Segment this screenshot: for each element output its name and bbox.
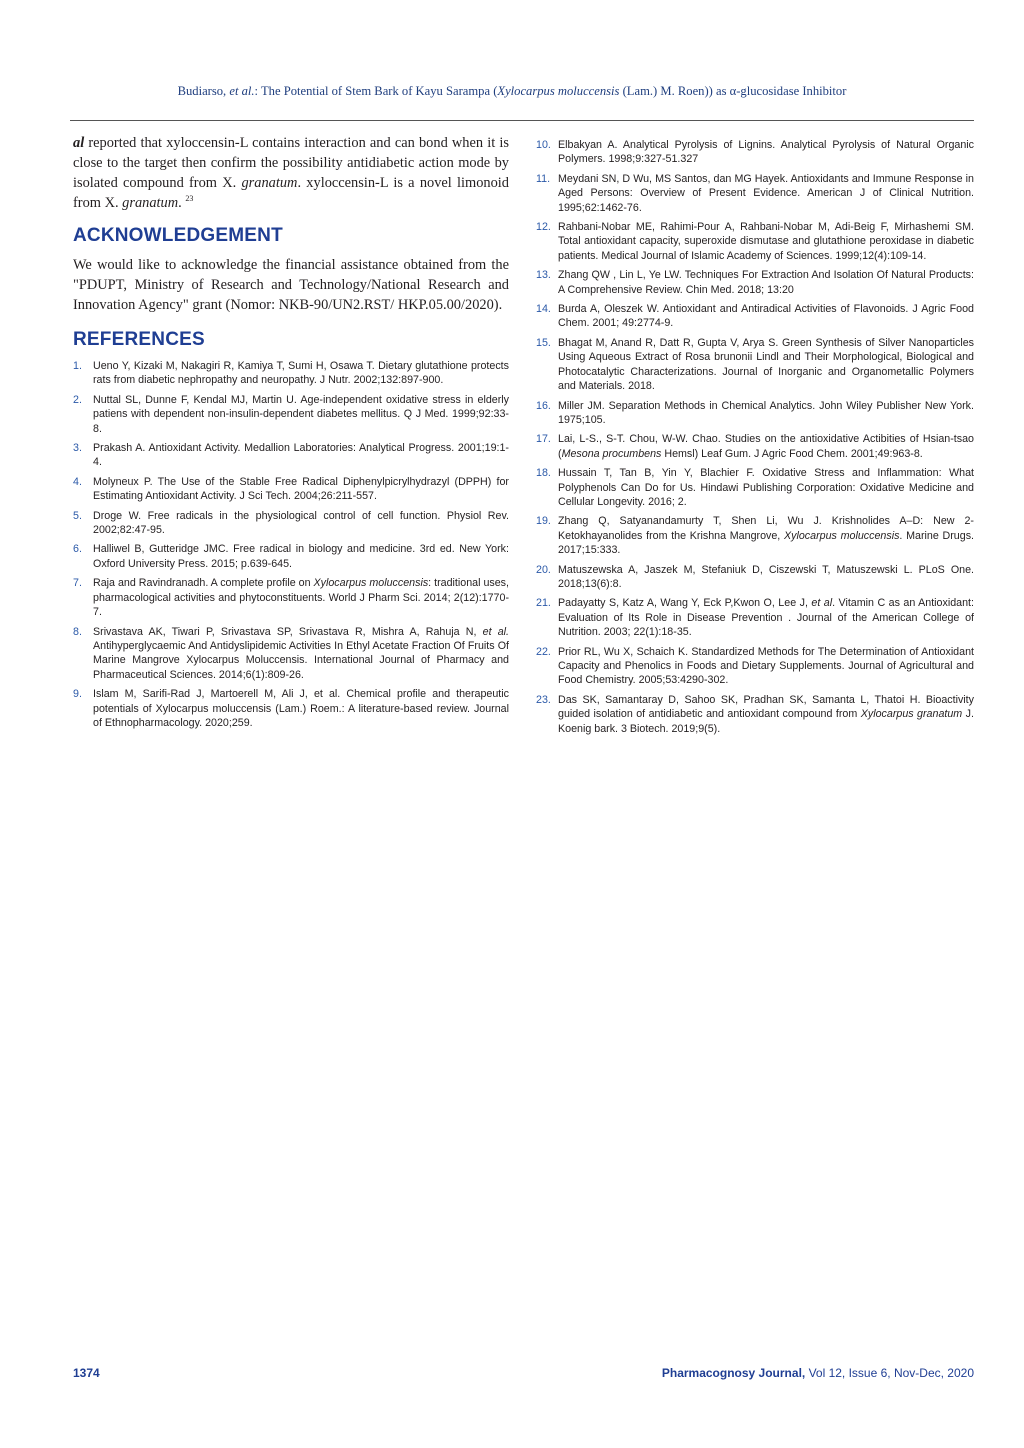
reference-item — [73, 475, 509, 504]
reference-number: 16. — [536, 399, 551, 412]
intro-italic-1: granatum — [241, 175, 298, 191]
left-column — [73, 133, 509, 735]
reference-text: Rahbani-Nobar ME, Rahimi-Pour A, Rahbani-Nobar M, Adi-Beig F, Mirhashemi SM. Total antioxidant capacity, superoxide dismutase and glutathione peroxidase in diabetic patients. Medical Journal of Islamic Academy of Sciences. 1999;12(4):109-14. — [558, 221, 974, 262]
reference-text: Hussain T, Tan B, Yin Y, Blachier F. Oxidative Stress and Inflammation: What Polyphenols Can Do for Us. Hindawi Publishing Corporation: Oxidative Medicine and Cellular Longevity. 2016; 2. — [558, 467, 974, 508]
reference-item — [538, 432, 974, 461]
reference-item — [73, 509, 509, 538]
journal-name: Pharmacognosy Journal, — [661, 1366, 806, 1380]
reference-italic: Xylocarpus moluccensis — [313, 577, 429, 590]
right-column — [538, 138, 974, 741]
reference-number: 14. — [536, 303, 551, 316]
reference-item — [538, 399, 974, 428]
reference-number: 8. — [73, 625, 82, 638]
reference-item — [538, 514, 974, 557]
intro-lead: al — [73, 135, 85, 151]
reference-item — [538, 268, 974, 297]
reference-text: Droge W. Free radicals in the physiological control of cell function. Physiol Rev. 2002;82:47-95. — [93, 509, 509, 537]
reference-item — [538, 336, 974, 394]
reference-text-tail: . Marine Drugs. 2017;15:333. — [558, 529, 975, 557]
reference-item — [73, 576, 509, 619]
reference-list-left — [73, 359, 509, 730]
reference-text: Miller JM. Separation Methods in Chemical Analytics. John Wiley Publisher New York. 1975;105. — [558, 399, 974, 426]
reference-italic: Xylocarpus granatum — [860, 708, 963, 721]
reference-text: Zhang QW , Lin L, Ye LW. Techniques For Extraction And Isolation Of Natural Products: A Comprehensive Review. Chin Med. 2018; 13:20 — [558, 269, 974, 296]
reference-italic: Mesona procumbens — [561, 447, 662, 460]
reference-text: Raja and Ravindranadh. A complete profile on — [93, 577, 314, 590]
reference-number: 12. — [536, 221, 551, 234]
reference-item — [73, 441, 509, 470]
header-authors: Budiarso, — [177, 84, 230, 98]
intro-text-1: reported that xyloccensin-L contains interaction and can bond when it is close to the target then confirm the possibility antidiabetic action mode by isolated compound from X. — [73, 135, 509, 191]
reference-text-tail: Hemsl) Leaf Gum. J Agric Food Chem. 2001;49:963-8. — [661, 447, 923, 460]
reference-text: Islam M, Sarifi-Rad J, Martoerell M, Ali J, et al. Chemical profile and therapeutic potentials of Xylocarpus moluccensis (Lam.) Roem.: A literature-based review. Journal of Ethnopharmacology. 2020;259. — [93, 688, 509, 729]
reference-number: 19. — [536, 515, 551, 528]
reference-number: 10. — [536, 139, 551, 151]
reference-text: Lai, L-S., S-T. Chou, W-W. Chao. Studies on the antioxidative Actibities of Hsian-tsao ( — [558, 433, 974, 460]
reference-number: 20. — [536, 563, 551, 576]
reference-text: Prakash A. Antioxidant Activity. Medallion Laboratories: Analytical Progress. 2001;19:1-4. — [93, 442, 509, 469]
reference-item — [538, 172, 974, 215]
reference-number: 18. — [536, 467, 551, 480]
reference-item — [538, 138, 974, 167]
reference-text: Bhagat M, Anand R, Datt R, Gupta V, Arya S. Green Synthesis of Silver Nanoparticles Using Aqueous Extract of Rosa brunonii Lindl and Their Morphological, Biological and Photocatalytic Characterizations. Journal of Inorganic and Organometallic Polymers and Materials. 2018. — [558, 336, 974, 393]
reference-item — [538, 596, 974, 639]
intro-paragraph — [73, 133, 509, 213]
reference-item — [73, 542, 509, 571]
reference-number: 1. — [73, 360, 82, 372]
reference-text: Ueno Y, Kizaki M, Nakagiri R, Kamiya T, Sumi H, Osawa T. Dietary glutathione protects rats from diabetic nephropathy and neuropathy. J Nutr. 2002;132:897-900. — [93, 360, 509, 387]
reference-text-tail: Antihyperglycaemic And Antidyslipidemic Activities In Ethyl Acetate Fraction Of Fruits Of Marine Mangrove Xylocarpus Moluccensis. International Journal of Pharmacy and Pharmaceutical Sciences. 2014;6(1):809-26. — [93, 639, 509, 681]
intro-text-2: . xyloccensin-L is a novel limonoid from X. — [73, 175, 510, 211]
reference-text: Das SK, Samantaray D, Sahoo SK, Pradhan SK, Samanta L, Thatoi H. Bioactivity guided isolation of antidiabetic and antioxidant compound from — [558, 693, 974, 721]
reference-text-tail: : traditional uses, pharmacological activities and phytoconstituents. World J Pharm Sci. 2014; 2(12):1770-7. — [93, 577, 509, 619]
reference-number: 23. — [536, 693, 551, 706]
reference-number: 7. — [73, 577, 82, 590]
header-divider — [70, 120, 974, 121]
reference-number: 6. — [73, 543, 82, 556]
reference-text: Srivastava AK, Tiwari P, Srivastava SP, Srivastava R, Mishra A, Rahuja N, — [93, 625, 483, 638]
reference-item — [73, 393, 509, 436]
header-title-post: (Lam.) M. Roen)) as α-glucosidase Inhibitor — [619, 84, 847, 98]
reference-italic: et al — [811, 597, 833, 610]
reference-text: Prior RL, Wu X, Schaich K. Standardized Methods for The Determination of Antioxidant Capacity and Phenolics in Foods and Dietary Supplements. Journal of Agricultural and Food Chemistry. 2005;53:4290-302. — [558, 645, 974, 687]
reference-number: 9. — [73, 688, 82, 701]
reference-text: Burda A, Oleszek W. Antioxidant and Antiradical Activities of Flavonoids. J Agric Food Chem. 2001; 49:2774-9. — [558, 303, 974, 330]
reference-number: 13. — [536, 269, 551, 282]
reference-italic: et al. — [482, 625, 509, 638]
reference-text: Nuttal SL, Dunne F, Kendal MJ, Martin U. Age-independent oxidative stress in elderly patiens with dependent non-insulin-dependent diabetes mellitus. Q J Med. 1999;92:33-8. — [93, 393, 509, 435]
reference-item — [538, 693, 974, 736]
acknowledgement-heading: ACKNOWLEDGEMENT — [73, 225, 283, 246]
running-header — [0, 84, 1024, 99]
reference-italic: Xylocarpus moluccensis — [784, 529, 900, 542]
reference-number: 4. — [73, 475, 82, 488]
reference-text: Padayatty S, Katz A, Wang Y, Eck P,Kwon O, Lee J, — [558, 597, 812, 610]
reference-text: Meydani SN, D Wu, MS Santos, dan MG Hayek. Antioxidants and Immune Response in Aged Persons: Overview of Present Evidence. American J of Clinical Nutrition. 1995;62:1462-76. — [558, 172, 974, 214]
reference-list-right — [538, 138, 974, 736]
reference-text: Halliwel B, Gutteridge JMC. Free radical in biology and medicine. 3rd ed. New York: Oxford University Press. 2015; p.639-645. — [93, 543, 509, 570]
reference-item — [538, 466, 974, 509]
reference-number: 15. — [536, 336, 551, 349]
reference-item — [538, 563, 974, 592]
intro-italic-2: granatum — [122, 195, 179, 211]
references-heading: REFERENCES — [73, 329, 205, 350]
reference-item — [538, 645, 974, 688]
reference-number: 22. — [536, 645, 551, 658]
reference-number: 5. — [73, 509, 82, 522]
reference-text-tail: J. Koenig bark. 3 Biotech. 2019;9(5). — [558, 708, 974, 735]
header-title-pre: : The Potential of Stem Bark of Kayu Sarampa ( — [254, 84, 498, 98]
reference-text: Elbakyan A. Analytical Pyrolysis of Lignins. Analytical Pyrolysis of Natural Organic Polymers. 1998;9:327-51.327 — [558, 139, 974, 166]
acknowledgement-text: We would like to acknowledge the financial assistance obtained from the "PDUPT, Ministry of Research and Technology/National Research and Innovation Agency" grant (Nomor: NKB-90/UN2.RST/ HKP.05.00/2020). — [73, 257, 509, 313]
reference-item — [538, 220, 974, 263]
reference-item — [538, 302, 974, 331]
reference-text: Matuszewska A, Jaszek M, Stefaniuk D, Ciszewski T, Matuszewski L. PLoS One. 2018;13(6):8. — [558, 563, 974, 590]
intro-citation: 23 — [185, 194, 194, 204]
footer-journal — [662, 1366, 974, 1380]
header-etal: et al. — [229, 84, 255, 98]
reference-item — [73, 687, 509, 730]
header-title-species: Xylocarpus moluccensis — [497, 84, 620, 98]
reference-item — [73, 359, 509, 388]
reference-number: 11. — [536, 172, 551, 185]
reference-item — [73, 625, 509, 683]
reference-number: 17. — [536, 433, 551, 446]
reference-text: Zhang Q, Satyanandamurty T, Shen Li, Wu J. Krishnolides A–D: New 2-Ketokhayanolides from the Krishna Mangrove, — [558, 515, 974, 542]
reference-number: 3. — [73, 442, 82, 455]
reference-text-tail: . Vitamin C as an Antioxidant: Evaluation of Its Role in Disease Prevention . Journal of the American College of Nutrition. 2003; 22(1):18-35. — [558, 597, 974, 639]
journal-issue: Vol 12, Issue 6, Nov-Dec, 2020 — [805, 1366, 974, 1380]
reference-number: 2. — [73, 393, 82, 406]
intro-text-3: . — [178, 195, 182, 211]
page-number: 1374 — [73, 1366, 100, 1380]
reference-text: Molyneux P. The Use of the Stable Free Radical Diphenylpicrylhydrazyl (DPPH) for Estimating Antioxidant Activity. J Sci Tech. 2004;26:211-557. — [93, 475, 509, 503]
reference-number: 21. — [536, 597, 551, 610]
